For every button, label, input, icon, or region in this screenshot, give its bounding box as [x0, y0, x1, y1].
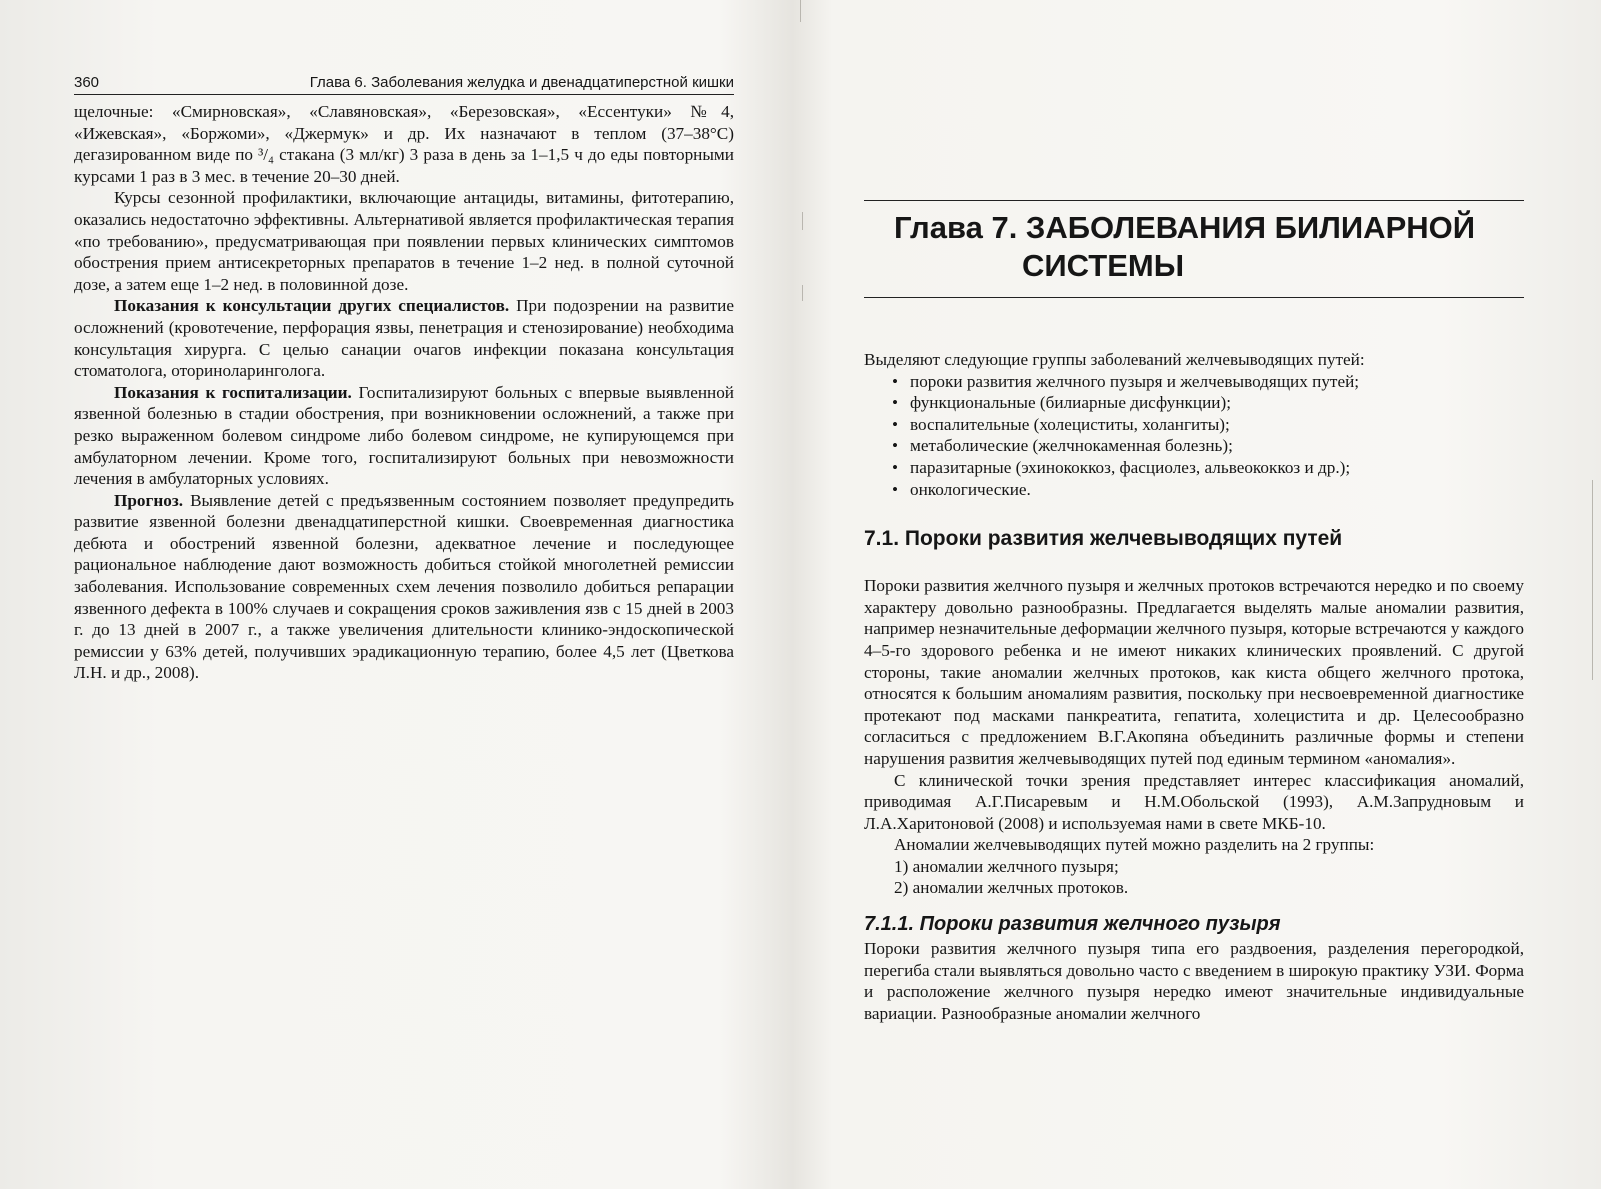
chapter-title-line: СИСТЕМЫ: [1022, 248, 1185, 283]
paragraph-text: Выявление детей с предъязвенным состоянием позволяет предупредить развитие язвенной болезни двенадцатиперстной кишки. Своевременная диагностика дебюта и обострений язвенной болезни, адекватное лечение и последующее рациональное наблюдение дают возможность добиться стойкой многолетней ремиссии заболевания. Использование современных схем лечения позволило добиться репарации язвенного дефекта в 100% случаев и сокращения сроков заживления язв с 15 дней в 2003 г. до 13 дней в 2007 г., а также увеличения длительности клинико-эндоскопической ремиссии у 63% детей, получивших эрадикационную терапию, более 4,5 лет (Цветкова Л.Н. и др., 2008).: [74, 490, 734, 683]
running-head-title: Глава 6. Заболевания желудка и двенадцатиперстной кишки: [309, 74, 734, 91]
chapter-title: [894, 209, 1524, 285]
bullet: •: [892, 436, 899, 456]
bullet: •: [892, 393, 899, 413]
paragraph-lead: Прогноз.: [114, 490, 184, 510]
list-item: [892, 435, 1524, 457]
paragraph-lead: Показания к госпитализации.: [114, 382, 352, 402]
bullet: •: [892, 479, 899, 499]
disease-groups-list: [864, 371, 1524, 501]
paragraph: [74, 295, 734, 381]
list-item-text: пороки развития желчного пузыря и желчевыводящих путей;: [910, 371, 1360, 391]
left-page: [74, 74, 734, 684]
right-body-text: [864, 349, 1524, 1024]
bullet: •: [892, 457, 899, 477]
paragraph-text: При подозрении на развитие осложнений (кровотечение, перфорация язвы, пенетрация и стенозирование) необходима консультация хирурга. С целью санации очагов инфекции показана консультация стоматолога, оториноларинголога.: [74, 296, 734, 381]
list-item-text: метаболические (желчнокаменная болезнь);: [910, 436, 1233, 456]
list-item: [892, 479, 1524, 501]
paragraph: [74, 490, 734, 684]
left-body-text: [74, 101, 734, 684]
bullet: •: [892, 414, 899, 434]
chapter-rule-top: [864, 200, 1524, 201]
paragraph: Аномалии желчевыводящих путей можно разделить на 2 группы:: [894, 835, 1375, 855]
paragraph: [74, 382, 734, 490]
list-item: [892, 392, 1524, 414]
section-heading: 7.1. Пороки развития желчевыводящих путей: [864, 527, 1343, 551]
list-item-text: воспалительные (холециститы, холангиты);: [910, 414, 1230, 434]
paragraph: Курсы сезонной профилактики, включающие антациды, витамины, фитотерапию, оказались недостаточно эффективны. Альтернативой является профилактическая терапия «по требованию», предусматривающая при появлении первых клинических симптомов обострения прием антисекреторных препаратов в течение 1–2 нед. в полной суточной дозе, а затем еще 1–2 нед. в половинной дозе.: [74, 188, 734, 294]
list-item: 2) аномалии желчных протоков.: [894, 878, 1129, 898]
page-number: 360: [74, 74, 100, 91]
running-head: [74, 74, 734, 95]
gutter-mark: [1592, 480, 1593, 680]
list-item: [892, 371, 1524, 393]
right-page: [864, 200, 1524, 1024]
paragraph-lead: Показания к консультации других специалистов.: [114, 296, 510, 316]
list-item-text: онкологические.: [910, 479, 1031, 499]
bullet: •: [892, 371, 899, 391]
chapter-rule-bottom: [864, 297, 1524, 298]
subsection-heading: 7.1.1. Пороки развития желчного пузыря: [864, 913, 1281, 936]
anomaly-groups-list: [864, 856, 1524, 899]
paragraph-text: Госпитализируют больных с впервые выявленной язвенной болезнью в стадии обострения, при возникновении осложнений, а также при резко выраженном болевом синдроме либо болевом синдроме, не купирующемся при амбулаторном лечении. Кроме того, госпитализируют больных при невозможности лечения в амбулаторных условиях.: [74, 382, 735, 489]
chapter-title-line: Глава 7. ЗАБОЛЕВАНИЯ БИЛИАРНОЙ: [894, 210, 1476, 245]
gutter-mark: [802, 285, 803, 301]
paragraph: С клинической точки зрения представляет интерес классификация аномалий, приводимая А.Г.Писаревым и Н.М.Обольской (1993), А.М.Запрудновым и Л.А.Харитоновой (2008) и используемая нами в свете МКБ-10.: [864, 770, 1524, 833]
list-item: [892, 457, 1524, 479]
paragraph: Пороки развития желчного пузыря типа его раздвоения, разделения перегородкой, перегиба стали выявляться довольно часто с введением в широкую практику УЗИ. Форма и расположение желчного пузыря нередко имеют значительные индивидуальные вариации. Разнообразные аномалии желчного: [864, 939, 1524, 1023]
paragraph: щелочные: «Смирновская», «Славяновская», «Березовская», «Ессентуки» №4, «Ижевская», «Боржоми», «Джермук» и др. Их назначают в теплом (37–38°С) дегазированном виде по ³/₄ стакана (3 мл/кг) 3 раза в день за 1–1,5 ч до еды повторными курсами 1 раз в 3 мес. в течение 20–30 дней.: [74, 102, 734, 186]
list-item-text: паразитарные (эхинококкоз, фасциолез, альвеококкоз и др.);: [910, 457, 1351, 477]
list-item: 1) аномалии желчного пузыря;: [894, 856, 1119, 876]
list-item: [892, 414, 1524, 436]
paragraph: Пороки развития желчного пузыря и желчных протоков встречаются нередко и по своему характеру довольно разнообразны. Предлагается выделять малые аномалии развития, например незначительные деформации желчного пузыря, которые встречаются у каждого 4–5-го здорового ребенка и не имеют никаких клинических проявлений. С другой стороны, такие аномалии желчных протоков, как киста общего желчного протока, относятся к большим аномалиям развития, поскольку при несвоевременной диагностике протекают под масками панкреатита, гепатита, холецистита и др. Целесообразно согласиться с предложением В.Г.Акопяна объединить различные формы и степени нарушения развития желчевыводящих путей под единым термином «аномалия».: [864, 576, 1524, 768]
gutter-mark: [800, 0, 801, 22]
gutter-mark: [802, 212, 803, 230]
list-item-text: функциональные (билиарные дисфункции);: [910, 393, 1231, 413]
intro-line: Выделяют следующие группы заболеваний желчевыводящих путей:: [864, 350, 1365, 369]
